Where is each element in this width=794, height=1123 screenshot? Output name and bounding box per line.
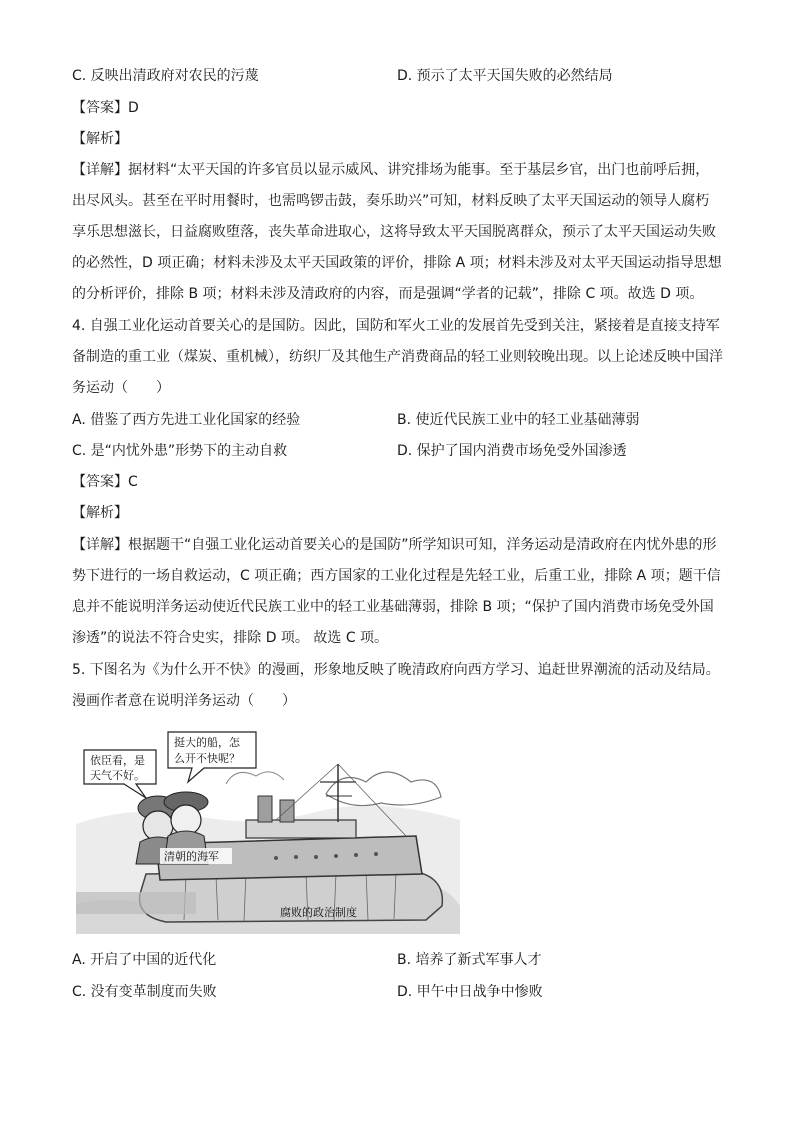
q4-detail-line: 渗透”的说法不符合史实，排除 D 项。 故选 C 项。 — [72, 630, 389, 646]
q5-option-d: D. 甲午中日战争中惨败 — [397, 984, 543, 1000]
ship-funnel — [280, 800, 294, 822]
q4-stem-line: 4. 自强工业化运动首要关心的是国防。因此，国防和军火工业的发展首先受到关注，紧接着是直接支持军 — [72, 318, 720, 334]
ship-superstructure — [246, 820, 356, 838]
q5-option-c: C. 没有变革制度而失败 — [72, 984, 217, 1000]
q4-answer: 【答案】C — [72, 474, 138, 490]
q3-detail-line: 享乐思想滋长，日益腐败堕落，丧失革命进取心，这将导致太平天国脱离群众，预示了太平天国运动失败 — [72, 224, 716, 240]
q3-detail-line: 【详解】据材料“太平天国的许多官员以显示威风、讲究排场为能事。至于基层乡官，出门也前呼后拥， — [72, 162, 710, 178]
q4-stem-line: 备制造的重工业（煤炭、重机械），纺织厂及其他生产消费商品的轻工业则较晚出现。以上论述反映中国洋 — [72, 349, 723, 365]
q4-option-d: D. 保护了国内消费市场免受外国渗透 — [397, 443, 627, 459]
blurred-watermark — [76, 892, 196, 914]
q3-answer: 【答案】D — [72, 100, 139, 116]
q5-stem-line: 漫画作者意在说明洋务运动（ ） — [72, 693, 296, 709]
q3-analysis-heading: 【解析】 — [72, 131, 128, 147]
q4-option-c: C. 是“内忧外患”形势下的主动自救 — [72, 443, 288, 459]
q4-option-a: A. 借鉴了西方先进工业化国家的经验 — [72, 412, 301, 428]
bubble-right-line2: 么开不快呢？ — [174, 752, 240, 765]
q4-detail-line: 息并不能说明洋务运动使近代民族工业中的轻工业基础薄弱，排除 B 项；“保护了国内消费市场免受外国 — [72, 599, 714, 615]
label-qing-navy: 清朝的海军 — [164, 850, 219, 863]
bubble-right-line1: 挺大的船，怎 — [174, 736, 240, 749]
bubble-left-line1: 依臣看，是 — [90, 754, 145, 767]
q4-stem-line: 务运动（ ） — [72, 380, 170, 396]
q3-option-c: C. 反映出清政府对农民的污蔑 — [72, 68, 259, 84]
q5-stem-line: 5. 下图名为《为什么开不快》的漫画，形象地反映了晚清政府向西方学习、追赶世界潮流的活动及结局。 — [72, 662, 720, 678]
q3-option-d: D. 预示了太平天国失败的必然结局 — [397, 68, 613, 84]
q4-option-b: B. 使近代民族工业中的轻工业基础薄弱 — [397, 412, 640, 428]
q4-detail-line: 势下进行的一场自救运动，C 项正确；西方国家的工业化过程是先轻工业，后重工业，排除 A 项；题干信 — [72, 568, 721, 584]
cartoon-illustration — [76, 724, 460, 934]
ship-funnel — [258, 796, 272, 822]
label-corrupt-system: 腐败的政治制度 — [280, 906, 357, 919]
q4-analysis-heading: 【解析】 — [72, 505, 128, 521]
q4-detail-line: 【详解】根据题干“自强工业化运动首要关心的是国防”所学知识可知，洋务运动是清政府在内忧外患的形 — [72, 537, 717, 553]
q3-detail-line: 出尽风头。甚至在平时用餐时，也需鸣锣击鼓，奏乐助兴”可知，材料反映了太平天国运动的领导人腐朽 — [72, 193, 710, 209]
q3-detail-line: 的分析评价，排除 B 项；材料未涉及清政府的内容，而是强调“学者的记载”，排除 C 项。故选 D 项。 — [72, 286, 704, 302]
q5-option-a: A. 开启了中国的近代化 — [72, 952, 217, 968]
q5-option-b: B. 培养了新式军事人才 — [397, 952, 542, 968]
cartoon-figure — [76, 724, 460, 934]
bubble-left-line2: 天气不好。 — [90, 769, 145, 782]
q3-detail-line: 的必然性，D 项正确；材料未涉及太平天国政策的评价，排除 A 项；材料未涉及对太平天国运动指导思想 — [72, 255, 722, 271]
